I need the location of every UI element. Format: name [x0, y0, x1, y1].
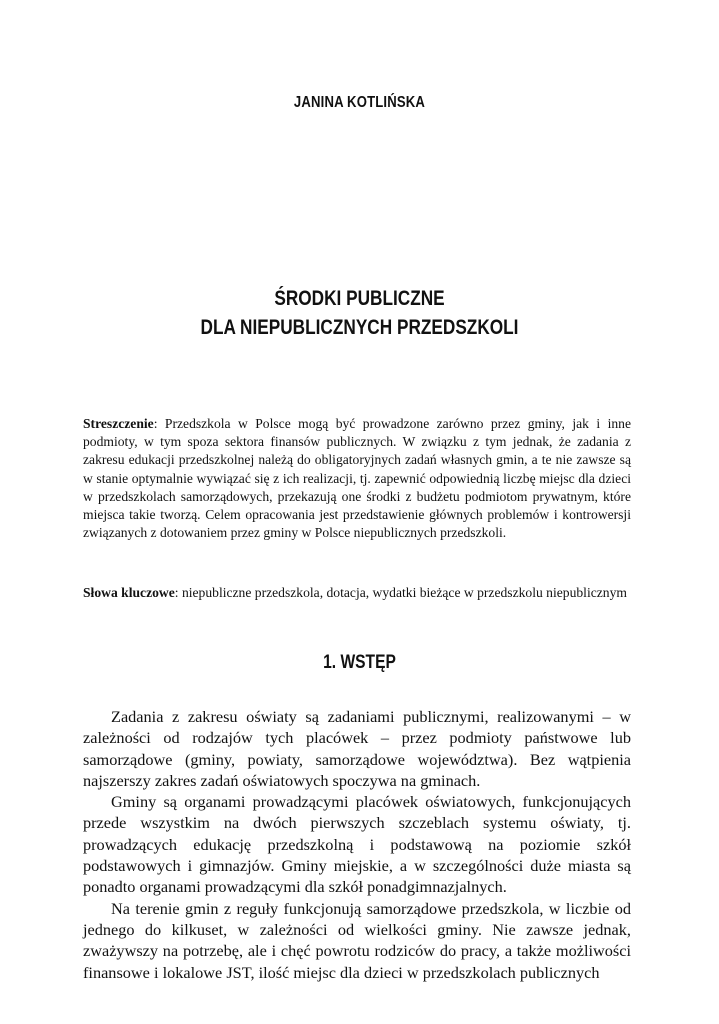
- section-heading: 1. WSTĘP: [323, 652, 396, 673]
- abstract-label: Streszczenie: [83, 416, 154, 431]
- abstract: [83, 415, 631, 542]
- keywords-text: : niepubliczne przedszkola, dotacja, wydatki bieżące w przedszkolu niepublicznym: [174, 585, 627, 600]
- title-line-1: ŚRODKI PUBLICZNE: [274, 287, 445, 310]
- paragraph: Zadania z zakresu oświaty są zadaniami publicznymi, realizowanymi – w zależności od rodzajów tych placówek – przez podmioty państwowe lub samorządowe (gminy, powiaty, samorządowe województwa). Bez wątpienia najszerszy zakres zadań oświatowych spoczywa na gminach.: [83, 707, 631, 790]
- abstract-text: : Przedszkola w Polsce mogą być prowadzone zarówno przez gminy, jak i inne podmioty, w tym spoza sektora finansów publicznych. W związku z tym jednak, że zadania z zakresu edukacji przedszkolnej należą do obligatoryjnych zadań własnych gmin, a te nie zawsze są w stanie optymalnie wywiązać się z ich realizacji, tj. zapewnić odpowiednią liczbę miejsc dla dzieci w przedszkolach samorządowych, przekazują one środki z budżetu podmiotom prywatnym, które miejsca takie tworzą. Celem opracowania jest przedstawienie głównych problemów i kontrowersji związanych z dotowaniem przez gminy w Polsce niepublicznych przedszkoli.: [83, 416, 631, 541]
- paragraph: Na terenie gmin z reguły funkcjonują samorządowe przedszkola, w liczbie od jednego do kilkuset, w zależności od wielkości gminy. Nie zawsze jednak, zważywszy na potrzebę, ale i chęć powrotu rodziców do pracy, a także możliwości finansowe i lokalowe JST, ilość miejsc dla dzieci w przedszkolach publicznych: [83, 898, 631, 982]
- section-body: [83, 706, 631, 983]
- keywords: [83, 584, 631, 602]
- author-name: JANINA KOTLIŃSKA: [293, 94, 426, 111]
- article-title: [65, 284, 655, 342]
- keywords-label: Słowa kluczowe: [83, 585, 175, 600]
- title-line-2: DLA NIEPUBLICZNYCH PRZEDSZKOLI: [200, 316, 519, 339]
- paragraph: Gminy są organami prowadzącymi placówek oświatowych, funkcjonujących przede wszystkim na dwóch pierwszych szczeblach systemu oświaty, tj. prowadzących edukację przedszkolną i podstawową na poziomie szkół podstawowych i gimnazjów. Gminy miejskie, a w szczególności duże miasta są ponadto organami prowadzącymi dla szkół ponadgimnazjalnych.: [83, 792, 631, 897]
